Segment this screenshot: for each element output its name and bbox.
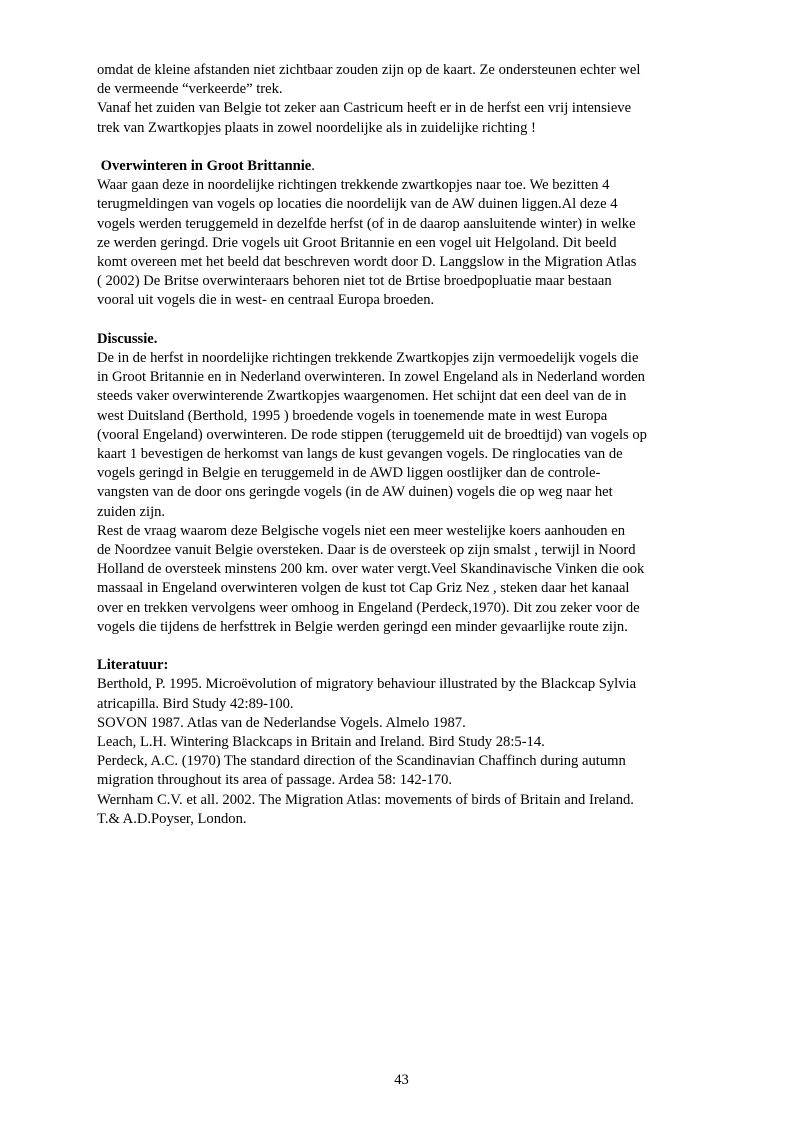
section-body-discussie: Rest de vraag waarom deze Belgische vogels niet een meer westelijke koers aanhouden en de Noordzee vanuit Belgie oversteken. Daar is de oversteek op zijn smalst , terwijl in Noord Holland de oversteek minstens 200 km. over water vergt.Veel Skandinavische Vinken die ook massaal in Engeland overwinteren volgen de kust tot Cap Griz Nez , steken daar het kanaal over en trekken vervolgens weer omhoog in Engeland (Perdeck,1970). Dit zou zeker voor de vogels die tijdens de herfsttrek in Belgie werden geringd een minder gevaarlijke route zijn. xyxy=(97,522,645,635)
section-body-discussie: De in de herfst in noordelijke richtingen trekkende Zwartkopjes zijn vermoedelijk vogels die in Groot Britannie en in Nederland overwinteren. In zowel Engeland als in Nederland worden steeds vaker overwinterende Zwartkopjes waargenomen. Het schijnt dat een deel van de in west Duitsland (Berthold, 1995 ) broedende vogels in toenemende mate in west Europa (vooral Engeland) overwinteren. De rode stippen (teruggemeld uit de broedtijd) van vogels op kaart 1 bevestigen de herkomst van langs de kust gevangen vogels. De ringlocaties van de vogels geringd in Belgie en teruggemeld in de AWD liggen oostlijker dan de controle- vangsten van de door ons geringde vogels (in de AW duinen) vogels die op weg naar het zuiden zijn. xyxy=(97,350,647,520)
paragraph-spacer xyxy=(97,138,717,157)
paragraph-spacer xyxy=(97,311,717,330)
reference-list xyxy=(97,675,717,829)
reference-item: SOVON 1987. Atlas van de Nederlandse Vogels. Almelo 1987. xyxy=(97,714,466,731)
section-heading-suffix: . xyxy=(311,158,315,174)
section-body-overwinteren: Waar gaan deze in noordelijke richtingen trekkende zwartkopjes naar toe. We bezitten 4 terugmeldingen van vogels op locaties die noordelijk van de AW duinen liggen.Al deze 4 vogels werden teruggemeld in dezelfde herfst (of in de daarop aansluitende winter) in welke ze werden geringd. Drie vogels uit Groot Britannie en een vogel uit Helgoland. Dit beeld komt overeen met het beeld dat beschreven wordt door D. Langgslow in the Migration Atlas ( 2002) De Britse overwinteraars behoren niet tot de Brtise broedpopluatie maar bestaan vooral uit vogels die in west- en centraal Europa broeden. xyxy=(97,177,637,309)
intro-paragraph: Vanaf het zuiden van Belgie tot zeker aan Castricum heeft er in de herfst een vrij intensieve trek van Zwartkopjes plaats in zowel noordelijke als in zuidelijke richting ! xyxy=(97,100,632,136)
reference-item: Leach, L.H. Wintering Blackcaps in Britain and Ireland. Bird Study 28:5-14. xyxy=(97,734,545,751)
intro-paragraph: omdat de kleine afstanden niet zichtbaar zouden zijn op de kaart. Ze ondersteunen echter wel de vermeende “verkeerde” trek. xyxy=(97,62,641,98)
reference-item: Wernham C.V. et all. 2002. The Migration Atlas: movements of birds of Britain and Ireland. T.& A.D.Poyser, London. xyxy=(97,791,634,827)
page-number: 43 xyxy=(394,1072,409,1088)
section-heading-literatuur: Literatuur: xyxy=(97,657,169,674)
section-heading-discussie: Discussie. xyxy=(97,330,158,347)
document-page xyxy=(97,61,717,829)
section-heading-text: Overwinteren in Groot Brittannie xyxy=(97,158,312,174)
reference-item: Perdeck, A.C. (1970) The standard direction of the Scandinavian Chaffinch during autumn migration throughout its area of passage. Ardea 58: 142-170. xyxy=(97,753,626,789)
reference-item: Berthold, P. 1995. Microëvolution of migratory behaviour illustrated by the Blackcap Sylvia atricapilla. Bird Study 42:89-100. xyxy=(97,676,637,712)
section-heading-overwinteren xyxy=(97,157,717,176)
paragraph-spacer xyxy=(97,637,717,656)
